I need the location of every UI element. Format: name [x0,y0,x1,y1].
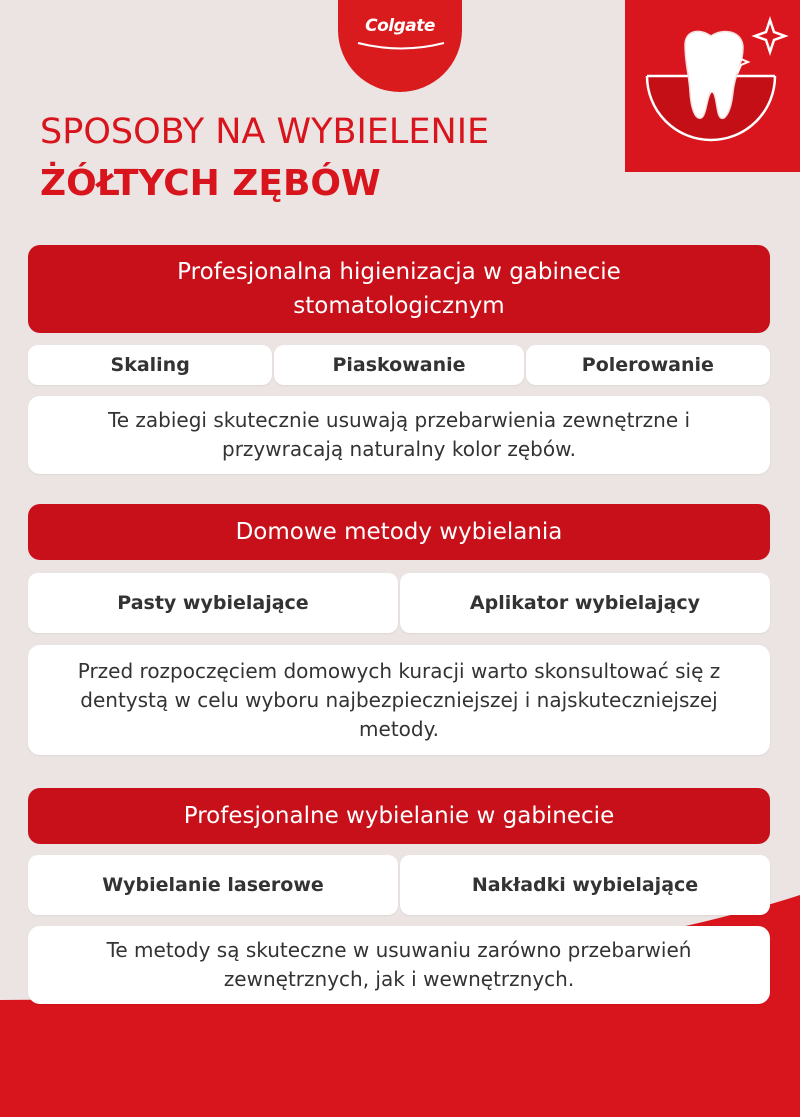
section-header-home: Domowe metody wybielania [28,504,770,560]
section-header-office: Profesjonalne wybielanie w gabinecie [28,788,770,844]
tooth-panel [625,0,800,172]
methods-row-office [28,855,770,915]
method-pill: Skaling [28,345,272,385]
logo-text: Colgate [365,16,435,36]
method-pill: Polerowanie [526,345,770,385]
method-pill: Aplikator wybielający [400,573,770,633]
section-header-hygiene: Profesjonalna higienizacja w gabinecie stomatologicznym [28,245,770,333]
methods-row-home [28,573,770,633]
page-title-line1: SPOSOBY NA WYBIELENIE [40,112,490,152]
tooth-sparkle-icon [625,0,800,172]
method-pill: Piaskowanie [274,345,523,385]
logo-swoosh-icon [356,40,446,54]
method-pill: Wybielanie laserowe [28,855,398,915]
section-description-home: Przed rozpoczęciem domowych kuracji warto skonsultować się z dentystą w celu wyboru najbezpieczniejszej i najskuteczniejszej metody. [28,645,770,755]
method-pill: Nakładki wybielające [400,855,770,915]
page-title-line2: ŻÓŁTYCH ZĘBÓW [40,163,381,204]
method-pill: Pasty wybielające [28,573,398,633]
section-description-hygiene: Te zabiegi skutecznie usuwają przebarwienia zewnętrzne i przywracają naturalny kolor zębów. [28,396,770,474]
methods-row-hygiene [28,345,770,385]
section-description-office: Te metody są skuteczne w usuwaniu zarówno przebarwień zewnętrznych, jak i wewnętrznych. [28,926,770,1004]
